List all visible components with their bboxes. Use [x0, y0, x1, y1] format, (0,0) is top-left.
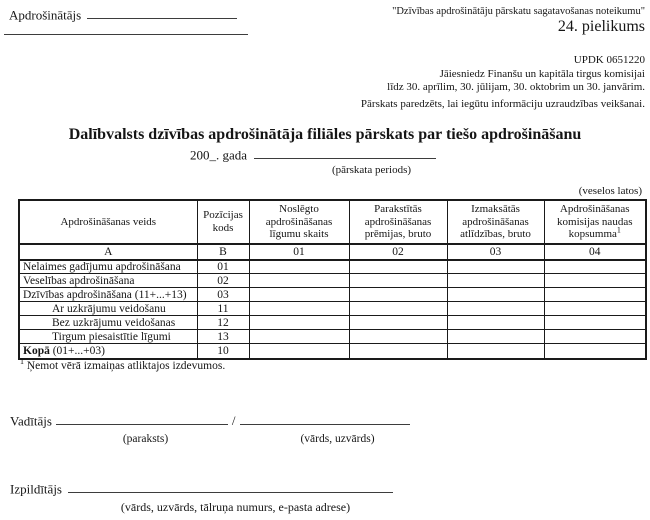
updk-code: UPDK 0651220	[573, 54, 645, 66]
manager-name-underline	[240, 413, 410, 425]
period-caption: (pārskata periods)	[331, 164, 412, 176]
col-code-01: 01	[249, 244, 349, 260]
row-label: Ar uzkrājumu veidošanu	[19, 302, 197, 316]
manager-signature-line	[10, 413, 410, 429]
manager-signature-underline	[56, 413, 228, 425]
data-cell	[349, 260, 447, 274]
period-line	[190, 147, 436, 163]
col-code-03: 03	[447, 244, 544, 260]
purpose-note: Pārskats paredzēts, lai iegūtu informāciju uzraudzības veikšanai.	[360, 97, 645, 110]
col-header-premiums-gross: Parakstītās apdrošināšanas prēmijas, bruto	[349, 200, 447, 244]
data-cell	[544, 330, 646, 344]
row-code: 02	[197, 274, 249, 288]
report-title: Dalībvalsts dzīvības apdrošinātāja filiāles pārskats par tiešo apdrošināšanu	[68, 126, 582, 143]
row-label: Nelaimes gadījumu apdrošināšana	[19, 260, 197, 274]
data-cell	[544, 316, 646, 330]
insurer-label: Apdrošinātājs	[9, 7, 82, 23]
data-cell	[349, 330, 447, 344]
data-cell	[249, 316, 349, 330]
regulation-block	[392, 5, 645, 36]
row-label: Tirgum piesaistītie līgumi	[19, 330, 197, 344]
col-header-insurance-type: Apdrošināšanas veids	[19, 200, 197, 244]
data-cell	[349, 344, 447, 359]
table-row-with-savings	[19, 302, 646, 316]
data-cell	[349, 316, 447, 330]
col-header-position-code: Pozīcijas kods	[197, 200, 249, 244]
annex-label: 24. pielikums	[557, 18, 645, 35]
data-cell	[249, 330, 349, 344]
data-cell	[544, 260, 646, 274]
table-row-health	[19, 274, 646, 288]
manager-label: Vadītājs	[10, 413, 52, 429]
row-code: 12	[197, 316, 249, 330]
row-code: 13	[197, 330, 249, 344]
period-underline	[254, 147, 436, 159]
row-code: 01	[197, 260, 249, 274]
executor-caption: (vārds, uzvārds, tālruņa numurs, e-pasta adrese)	[120, 500, 351, 514]
executor-underline	[68, 481, 393, 493]
code-row	[19, 244, 646, 260]
footnote	[20, 357, 226, 372]
row-label: Bez uzkrājumu veidošanas	[19, 316, 197, 330]
col-code-b: B	[197, 244, 249, 260]
insurer-block	[9, 7, 237, 23]
submission-block	[361, 54, 645, 111]
table-row-without-savings	[19, 316, 646, 330]
manager-name-caption: (vārds, uzvārds)	[300, 433, 375, 445]
data-cell	[544, 288, 646, 302]
header-row	[19, 200, 646, 244]
col-header-claims-gross: Izmaksātās apdrošināšanas atlīdzības, bruto	[447, 200, 544, 244]
data-cell	[249, 288, 349, 302]
report-table-wrapper	[18, 199, 647, 360]
row-code: 10	[197, 344, 249, 359]
col-code-02: 02	[349, 244, 447, 260]
manager-signature-caption: (paraksts)	[122, 433, 169, 445]
executor-label: Izpildītājs	[10, 481, 62, 497]
row-label: Kopā (01+...+03)	[19, 344, 197, 359]
footnote-text: Ņemot vērā izmaiņas atliktajos izdevumos.	[26, 360, 226, 372]
table-row-total	[19, 344, 646, 359]
row-code: 11	[197, 302, 249, 316]
data-cell	[349, 274, 447, 288]
data-cell	[447, 274, 544, 288]
data-cell	[447, 330, 544, 344]
units-note: (veselos latos)	[578, 185, 642, 197]
data-cell	[544, 302, 646, 316]
data-cell	[249, 260, 349, 274]
data-cell	[349, 288, 447, 302]
data-cell	[544, 344, 646, 359]
data-cell	[249, 344, 349, 359]
data-cell	[249, 302, 349, 316]
regulation-quote: "Dzīvības apdrošinātāju pārskatu sagatavošanas noteikumu"	[392, 6, 645, 17]
data-cell	[249, 274, 349, 288]
data-cell	[447, 260, 544, 274]
executor-line	[10, 481, 393, 497]
data-cell	[447, 344, 544, 359]
data-cell	[544, 274, 646, 288]
col-code-a: A	[19, 244, 197, 260]
signature-separator: /	[231, 413, 236, 429]
table-row-market-linked	[19, 330, 646, 344]
table-row-life	[19, 288, 646, 302]
row-label: Dzīvības apdrošināšana (11+...+13)	[19, 288, 197, 302]
submission-line1: Jāiesniedz Finanšu un kapitāla tirgus komisijai	[439, 67, 645, 80]
period-year-prefix: 200_. gada	[190, 147, 248, 163]
row-label: Veselības apdrošināšana	[19, 274, 197, 288]
footnote-marker: 1	[20, 357, 24, 367]
col-header-contracts-count: Noslēgto apdrošināšanas līgumu skaits	[249, 200, 349, 244]
data-cell	[447, 316, 544, 330]
report-table	[18, 199, 647, 360]
col-header-commission-total: Apdrošināšanas komisijas naudas kopsumma$^1$	[544, 200, 646, 244]
footnote-ref-icon: 1	[616, 225, 621, 235]
table-row-accident	[19, 260, 646, 274]
submission-line2: līdz 30. aprīlim, 30. jūlijam, 30. oktobrim un 30. janvārim.	[387, 81, 645, 93]
col-code-04: 04	[544, 244, 646, 260]
insurer-underline-2	[4, 34, 248, 35]
data-cell	[349, 302, 447, 316]
data-cell	[447, 302, 544, 316]
data-cell	[447, 288, 544, 302]
insurer-underline	[87, 7, 237, 19]
row-code: 03	[197, 288, 249, 302]
